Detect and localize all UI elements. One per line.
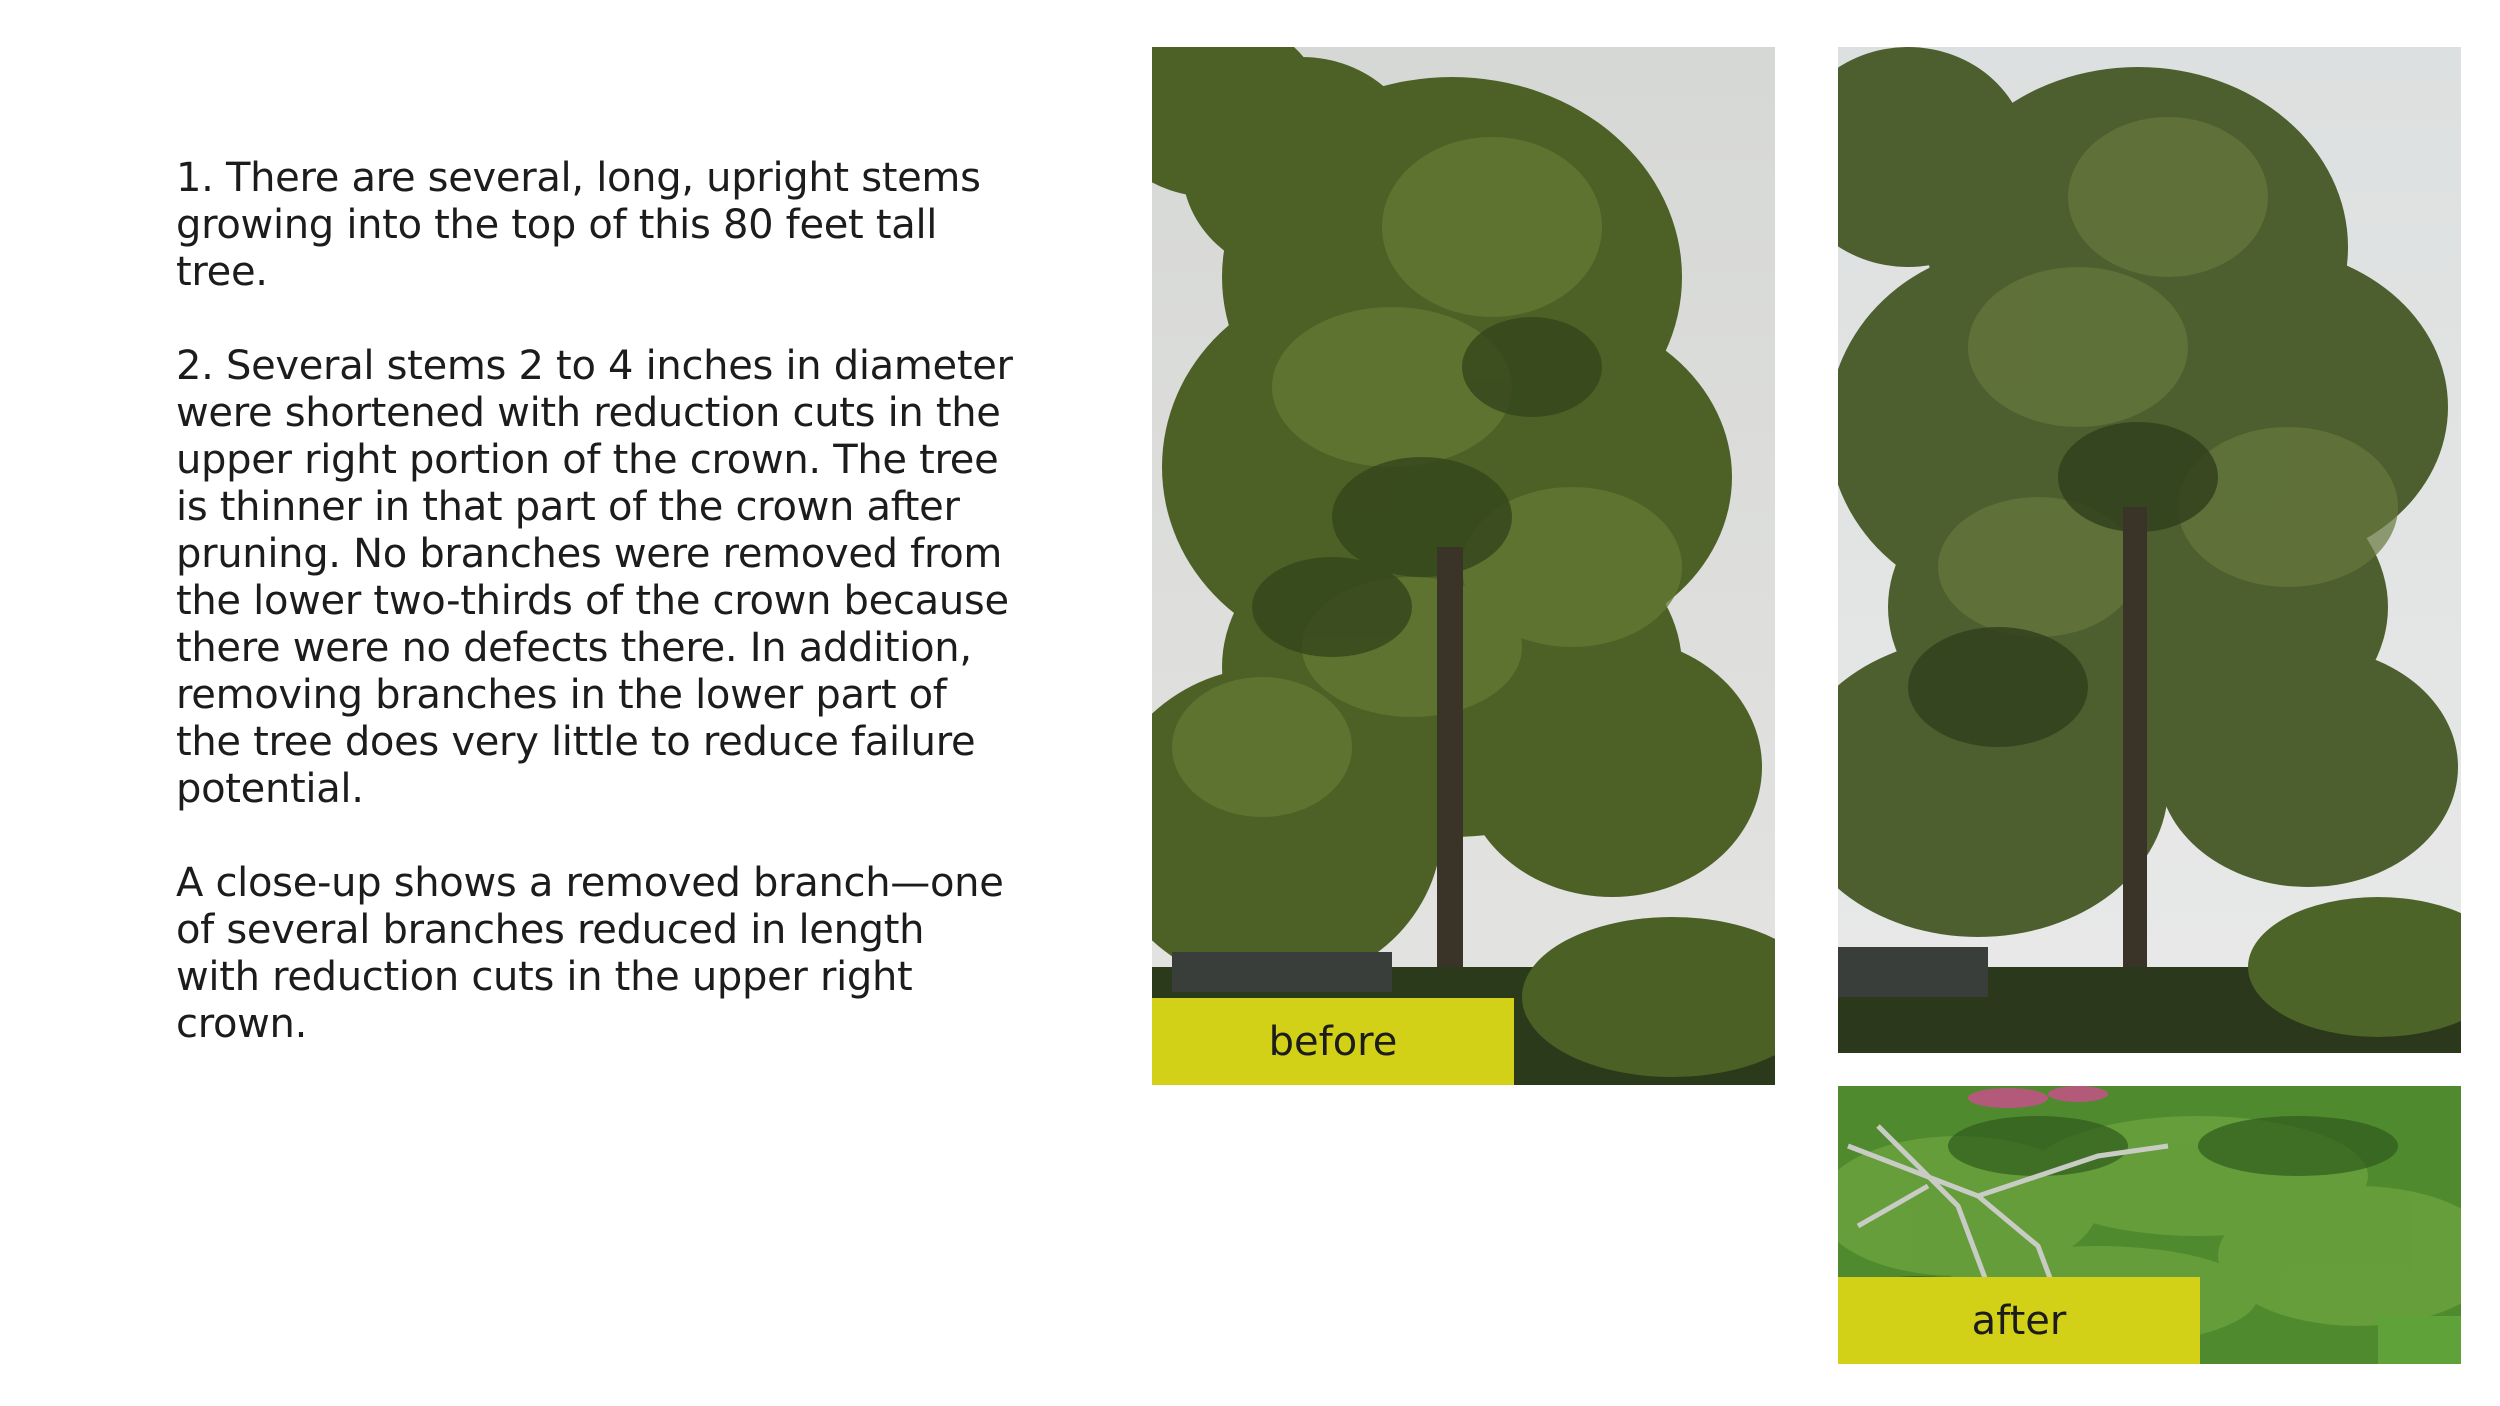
description-text (176, 155, 1016, 1095)
paragraph-2: 2. Several stems 2 to 4 inches in diameter were shortened with reduction cuts in the upper right portion of the crown. The tree is thinner in that part of the crown after pruning. No branches were removed from the lower two-thirds of the crown because there were no defects there. In addition, removing branches in the lower part of the tree does very little to reduce failure potential. (176, 343, 1013, 812)
paragraph-1: 1. There are several, long, upright stems growing into the top of this 80 feet tall tree. (176, 155, 981, 295)
before-tree-image (1152, 47, 1775, 1085)
before-label (1152, 998, 1514, 1085)
after-label-text: after (1971, 1297, 2067, 1344)
after-tree-image (1838, 47, 2461, 1053)
closeup-branch-photo (1838, 1086, 2461, 1364)
before-tree-photo (1152, 47, 1775, 1085)
paragraph-3: A close-up shows a removed branch—one of several branches reduced in length with reduction cuts in the upper right crown. (176, 860, 1004, 1047)
after-tree-photo (1838, 47, 2461, 1053)
before-label-text: before (1268, 1018, 1398, 1065)
after-label (1838, 1277, 2200, 1364)
